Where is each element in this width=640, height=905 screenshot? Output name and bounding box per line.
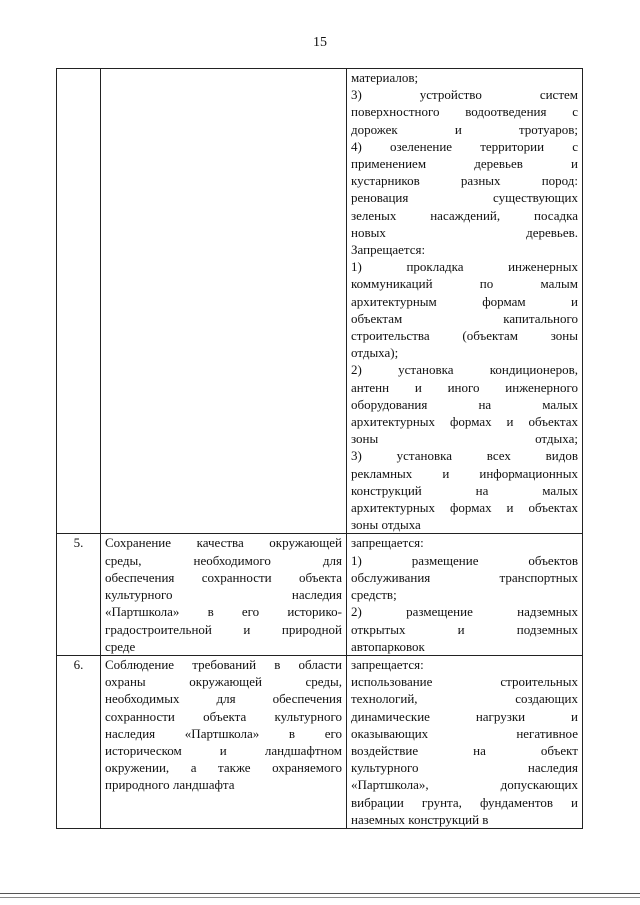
row-number: 5.: [57, 534, 101, 655]
rule-line: применением деревьев и: [351, 156, 578, 172]
requirement-line: градостроительной и природной: [105, 621, 342, 637]
rule-line: 1) размещение объектов: [351, 552, 578, 568]
rule-line: «Партшкола», допускающих: [351, 777, 578, 793]
rule-line: 1) прокладка инженерных: [351, 259, 578, 275]
rule-line: 3) устройство систем: [351, 87, 578, 103]
rule-line: оказывающих негативное: [351, 725, 578, 741]
rule-line: кустарников разных пород:: [351, 173, 578, 189]
rule-line: динамические нагрузки и: [351, 708, 578, 724]
rule-line: воздействие на объект: [351, 742, 578, 758]
requirement-cell: [101, 534, 347, 655]
requirement-line: культурного наследия: [105, 587, 342, 603]
rule-line: отдыха);: [351, 345, 399, 361]
rule-line: дорожек и тротуаров;: [351, 121, 578, 137]
requirement-line: окружении, а также охраняемого: [105, 760, 342, 776]
rule-line: автопарковок: [351, 638, 425, 654]
rules-cell: [347, 534, 583, 655]
requirement-cell: [101, 655, 347, 828]
rule-line: технологий, создающих: [351, 691, 578, 707]
rule-line: запрещается:: [351, 535, 424, 551]
row-number: [57, 69, 101, 534]
rule-line: архитектурных формах и объектах: [351, 500, 578, 516]
requirement-line: наследия «Партшкола» в его: [105, 725, 342, 741]
requirement-cell: [101, 69, 347, 534]
rules-cell: [347, 69, 583, 534]
requirement-line: обеспечения сохранности объекта: [105, 569, 342, 585]
rule-line: поверхностного водоотведения с: [351, 104, 578, 120]
rule-line: новых деревьев.: [351, 224, 578, 240]
rule-line: строительства (объектам зоны: [351, 328, 578, 344]
rule-line: наземных конструкций в: [351, 811, 489, 827]
rule-line: антенн и иного инженерного: [351, 379, 578, 395]
requirement-line: историческом и ландшафтном: [105, 742, 342, 758]
rule-line: 4) озеленение территории с: [351, 138, 578, 154]
table-row: [57, 655, 583, 828]
rule-line: архитектурным формам и: [351, 293, 578, 309]
rule-line: запрещается:: [351, 656, 424, 672]
requirement-line: охраны окружающей среды,: [105, 674, 342, 690]
page-number: 15: [313, 35, 327, 50]
rule-line: 2) размещение надземных: [351, 604, 578, 620]
rule-line: конструкций на малых: [351, 482, 578, 498]
rule-line: рекламных и информационных: [351, 465, 578, 481]
rule-line: 2) установка кондиционеров,: [351, 362, 578, 378]
rule-line: Запрещается:: [351, 242, 426, 258]
rule-line: зоны отдыха;: [351, 431, 578, 447]
rule-line: объектам капитального: [351, 310, 578, 326]
requirement-line: сохранности объекта культурного: [105, 708, 342, 724]
requirement-line: «Партшкола» в его историко-: [105, 604, 342, 620]
scan-edge-line: [0, 897, 640, 898]
rule-line: зеленых насаждений, посадка: [351, 207, 578, 223]
rules-cell: [347, 655, 583, 828]
requirement-line: Сохранение качества окружающей: [105, 535, 342, 551]
requirement-line: среды, необходимого для: [105, 552, 342, 568]
requirement-line: среде: [105, 638, 136, 654]
row-number: 6.: [57, 655, 101, 828]
rule-line: 3) установка всех видов: [351, 448, 578, 464]
rule-line: коммуникаций по малым: [351, 276, 578, 292]
table-row: [57, 69, 583, 534]
rule-line: культурного наследия: [351, 760, 578, 776]
rule-line: обслуживания транспортных: [351, 569, 578, 585]
rule-line: использование строительных: [351, 674, 578, 690]
rule-line: вибрации грунта, фундаментов и: [351, 794, 578, 810]
regulations-table: [56, 68, 583, 829]
scan-edge-line: [0, 893, 640, 894]
rule-line: материалов;: [351, 70, 419, 85]
rule-line: оборудования на малых: [351, 396, 578, 412]
rule-line: открытых и подземных: [351, 621, 578, 637]
requirement-line: Соблюдение требований в области: [105, 656, 342, 672]
table-body: [57, 69, 583, 829]
rule-line: средств;: [351, 587, 397, 603]
rule-line: реновация существующих: [351, 190, 578, 206]
rule-line: архитектурных формах и объектах: [351, 414, 578, 430]
requirement-line: необходимых для обеспечения: [105, 691, 342, 707]
rule-line: зоны отдыха: [351, 517, 421, 533]
requirement-line: природного ландшафта: [105, 777, 235, 793]
table-row: [57, 534, 583, 655]
